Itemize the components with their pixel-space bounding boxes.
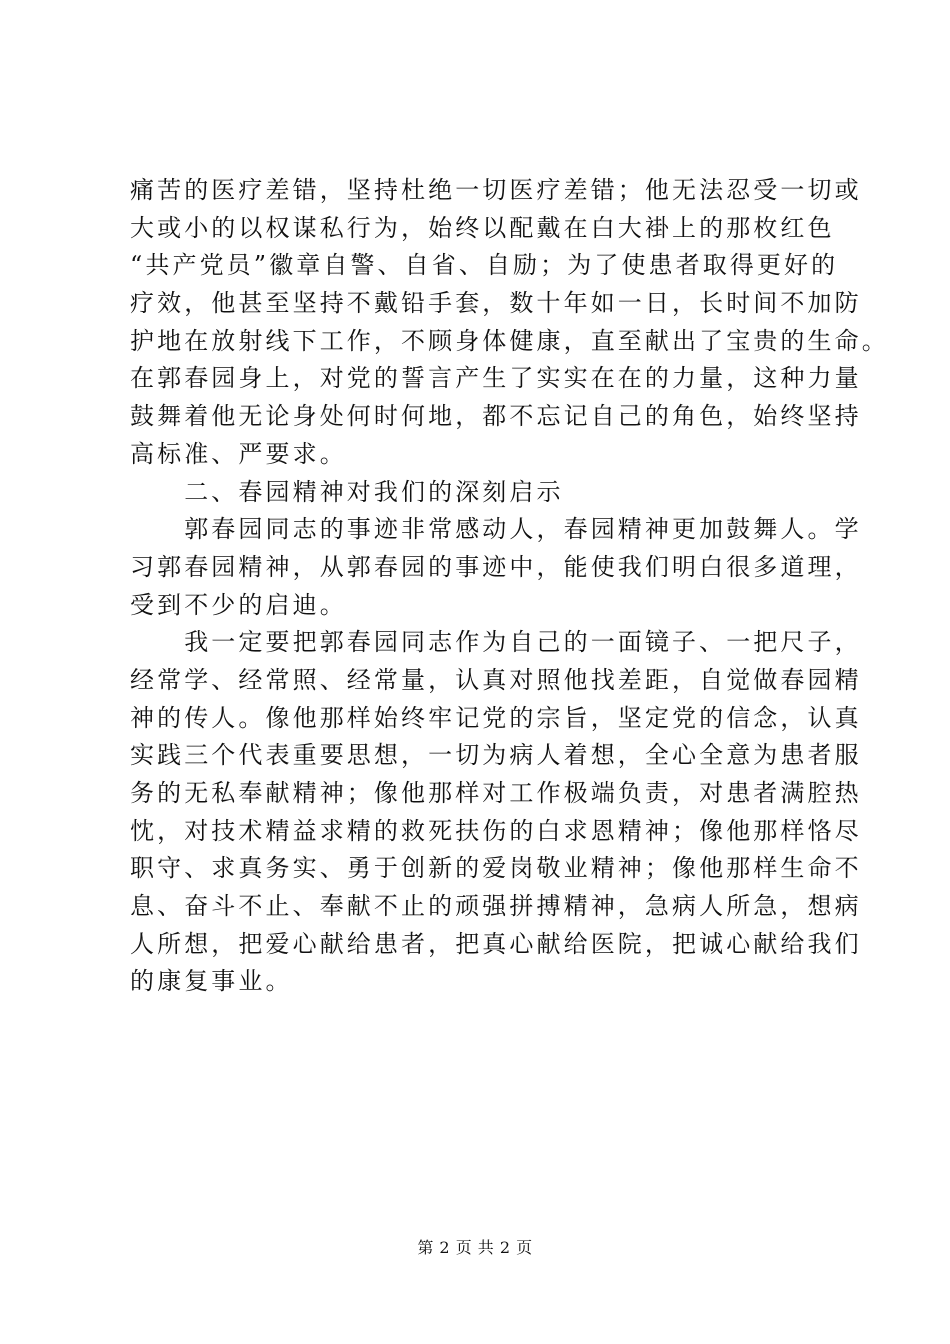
text-line: 大或小的以权谋私行为，始终以配戴在白大褂上的那枚红色 [130, 213, 835, 242]
text-line: 护地在放射线下工作，不顾身体健康，直至献出了宝贵的生命。 [130, 326, 889, 355]
text-line: 人所想，把爱心献给患者，把真心献给医院，把诚心献给我们 [130, 929, 862, 958]
text-line: “共产党员”徽章自警、自省、自励；为了使患者取得更好的 [130, 251, 839, 280]
text-line: 我一定要把郭春园同志作为自己的一面镜子、一把尺子， [130, 628, 862, 657]
text-line: 在郭春园身上，对党的誓言产生了实实在在的力量，这种力量 [130, 364, 862, 393]
text-line: 鼓舞着他无论身处何时何地，都不忘记自己的角色，始终坚持 [130, 402, 862, 431]
text-line: 疗效，他甚至坚持不戴铅手套，数十年如一日，长时间不加防 [130, 289, 862, 318]
text-line: 经常学、经常照、经常量，认真对照他找差距，自觉做春园精 [130, 665, 862, 694]
text-line: 受到不少的启迪。 [130, 590, 347, 619]
text-line: 职守、求真务实、勇于创新的爱岗敬业精神；像他那样生命不 [130, 854, 862, 883]
text-line: 高标准、严要求。 [130, 439, 347, 468]
text-line: 习郭春园精神，从郭春园的事迹中，能使我们明白很多道理， [130, 552, 862, 581]
section-heading: 二、春园精神对我们的深刻启示 [130, 477, 564, 506]
text-line: 郭春园同志的事迹非常感动人，春园精神更加鼓舞人。学 [130, 515, 862, 544]
text-line: 的康复事业。 [130, 967, 293, 996]
page-number-footer: 第 2 页 共 2 页 [417, 1238, 533, 1257]
text-line: 实践三个代表重要思想，一切为病人着想，全心全意为患者服 [130, 741, 862, 770]
document-body [130, 172, 889, 1001]
text-line: 痛苦的医疗差错，坚持杜绝一切医疗差错；他无法忍受一切或 [130, 176, 862, 204]
text-line: 神的传人。像他那样始终牢记党的宗旨，坚定党的信念，认真 [130, 703, 862, 732]
text-line: 忱，对技术精益求精的救死扶伤的白求恩精神；像他那样恪尽 [130, 816, 862, 845]
text-line: 息、奋斗不止、奉献不止的顽强拼搏精神，急病人所急，想病 [130, 892, 862, 921]
text-line: 务的无私奉献精神；像他那样对工作极端负责，对患者满腔热 [130, 779, 862, 807]
